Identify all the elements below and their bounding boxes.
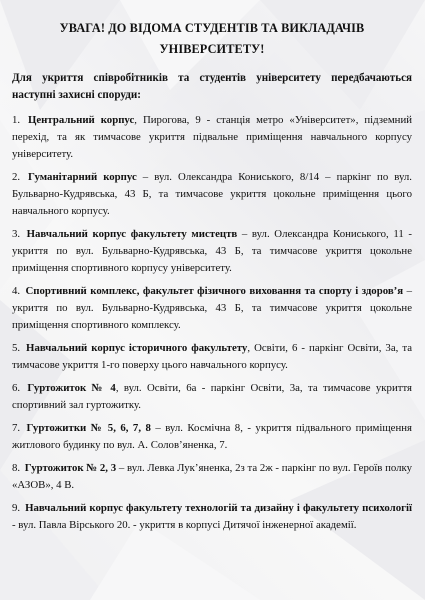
item-number: 6. — [12, 382, 21, 394]
title-line-2: УНІВЕРСИТЕТУ! — [159, 42, 265, 56]
item-title: Гуртожиток № 4 — [27, 382, 116, 394]
shelter-list — [12, 112, 412, 534]
item-text: - вул. Павла Вірського 20. - укриття в корпусі Дитячої інженерної академії. — [12, 519, 357, 531]
item-title: Навчальний корпус факультету мистецтв — [26, 228, 238, 240]
shelter-item-4 — [12, 283, 412, 334]
item-title: Центральний корпус — [27, 114, 135, 126]
item-number: 7. — [12, 422, 21, 434]
item-title: Спортивний комплекс, факультет фізичного виховання та спорту і здоров’я — [25, 285, 404, 297]
item-title: Гуманітарний корпус — [28, 171, 137, 183]
item-title: Навчальний корпус історичного факультету — [26, 342, 248, 354]
shelter-item-8 — [12, 460, 412, 494]
item-text: – вул. Олександра Кониського, 8/14 – паркінг по вул. Бульварно-Кудрявська, 43 Б, та тимчасове укриття цокольне приміщення цього навчального корпусу. — [12, 171, 413, 217]
intro-paragraph: Для укриття співробітників та студентів університету передбачаються наступні захисні споруди: — [12, 72, 412, 101]
item-text: – вул. Космічна 8, - укриття підвального приміщення житлового будинку по вул. А. Солов’яненка, 7. — [12, 422, 412, 451]
item-text: , Пирогова, 9 - станція метро «Університет», підземний перехід, та як тимчасове укриття підвальне приміщення навчального корпусу університету. — [12, 114, 413, 160]
shelter-item-2 — [12, 169, 412, 220]
title-line-1: УВАГА! ДО ВІДОМА СТУДЕНТІВ ТА ВИКЛАДАЧІВ — [59, 21, 365, 35]
notice-header — [12, 18, 412, 60]
shelter-item-7 — [12, 420, 412, 454]
shelter-item-9 — [12, 500, 412, 534]
item-number: 8. — [12, 462, 21, 474]
item-text: – вул. Олександра Кониського, 11 - укриття по вул. Бульварно-Кудрявська, 43 Б, та тимчасове укриття цокольне приміщення спортивного корпусу університету. — [12, 228, 412, 274]
shelter-item-1 — [12, 112, 412, 163]
item-title: Гуртожиток № 2, 3 — [24, 462, 117, 474]
item-title: Гуртожитки № 5, 6, 7, 8 — [26, 422, 151, 434]
shelter-item-3 — [12, 226, 412, 277]
item-text: – укриття по вул. Бульварно-Кудрявська, 43 Б, та тимчасове укриття цокольне приміщення спортивного комплексу. — [12, 285, 412, 331]
shelter-item-6 — [12, 380, 412, 414]
item-text: , вул. Освіти, 6а - паркінг Освіти, 3а, та тимчасове укриття спортивний зал гуртожитку. — [12, 382, 412, 411]
page-title — [12, 18, 412, 60]
item-number: 9. — [12, 502, 21, 514]
notice-document — [12, 8, 412, 592]
item-number: 3. — [12, 228, 21, 240]
item-text: , Освіти, 6 - паркінг Освіти, 3а, та тимчасове укриття 1-го поверху цього навчального корпусу. — [12, 342, 412, 371]
item-text: – вул. Левка Лук’яненка, 2з та 2ж - паркінг по вул. Героїв полку «АЗОВ», 4 В. — [12, 462, 412, 491]
item-number: 5. — [12, 342, 21, 354]
item-number: 4. — [12, 285, 21, 297]
item-number: 1. — [12, 114, 21, 126]
item-number: 2. — [12, 171, 21, 183]
item-title: Навчальний корпус факультету технологій та дизайну і факультету психології — [25, 502, 412, 514]
shelter-item-5 — [12, 340, 412, 374]
bottom-spacer — [12, 540, 412, 542]
